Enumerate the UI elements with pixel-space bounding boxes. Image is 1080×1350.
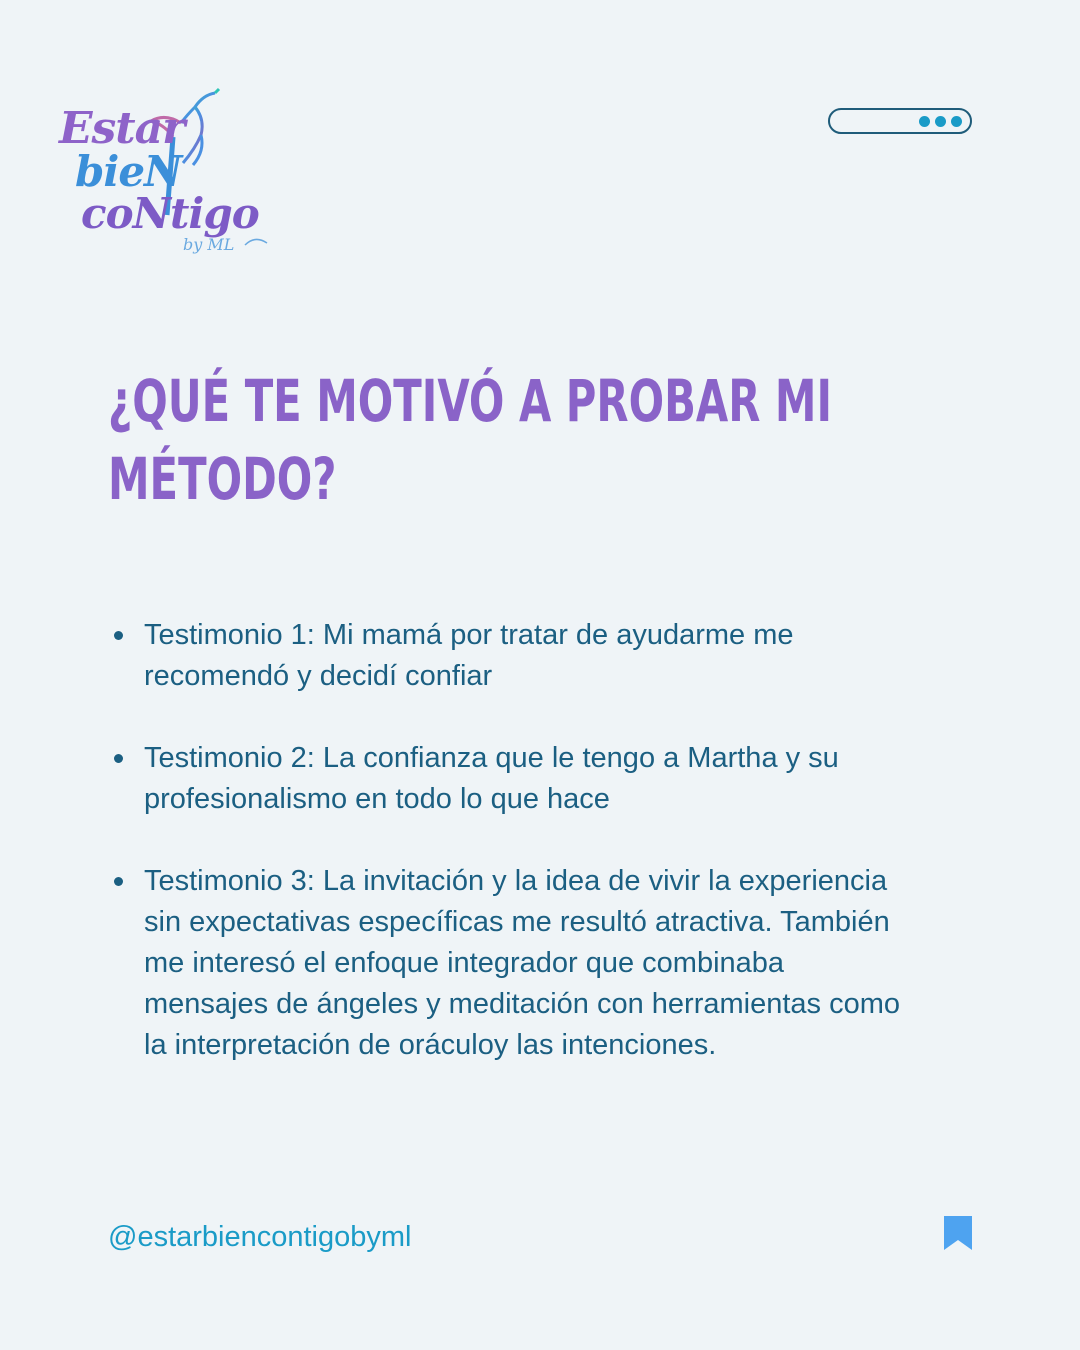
dot [919, 116, 930, 127]
dot [935, 116, 946, 127]
testimonial-text: Testimonio 1: Mi mamá por tratar de ayudarme me recomendó y decidí confiar [144, 619, 794, 692]
list-item [114, 738, 914, 820]
more-dots-icon [919, 116, 962, 127]
logo-line-bien: bieN [75, 147, 182, 196]
page-title-line-1: ¿QUÉ TE MOTIVÓ A PROBAR MI [108, 367, 833, 435]
page-title-line-2: MÉTODO? [108, 445, 337, 513]
logo-byline: by ML [183, 235, 235, 254]
bullet-icon [114, 877, 123, 886]
testimonial-list [114, 615, 914, 1107]
dot [951, 116, 962, 127]
testimonial-text: Testimonio 3: La invitación y la idea de vivir la experiencia sin expectativas específicas me resultó atractiva. También me interesó el enfoque integrador que combinaba mensajes de ángeles y meditación con herramientas como la interpretación de oráculoy las intenciones. [144, 865, 901, 1061]
testimonial-text: Testimonio 2: La confianza que le tengo a Martha y su profesionalismo en todo lo que hace [144, 742, 839, 815]
logo-line-estar: Estar [59, 103, 185, 154]
brand-logo [55, 85, 285, 265]
page-title [108, 362, 833, 518]
bookmark-icon[interactable] [944, 1216, 972, 1250]
list-item [114, 861, 914, 1066]
logo-line-contigo: coNtigo [81, 189, 259, 238]
progress-pill [828, 108, 972, 134]
bullet-icon [114, 631, 123, 640]
list-item [114, 615, 914, 697]
bullet-icon [114, 754, 123, 763]
social-handle[interactable]: @estarbiencontigobyml [108, 1221, 412, 1253]
